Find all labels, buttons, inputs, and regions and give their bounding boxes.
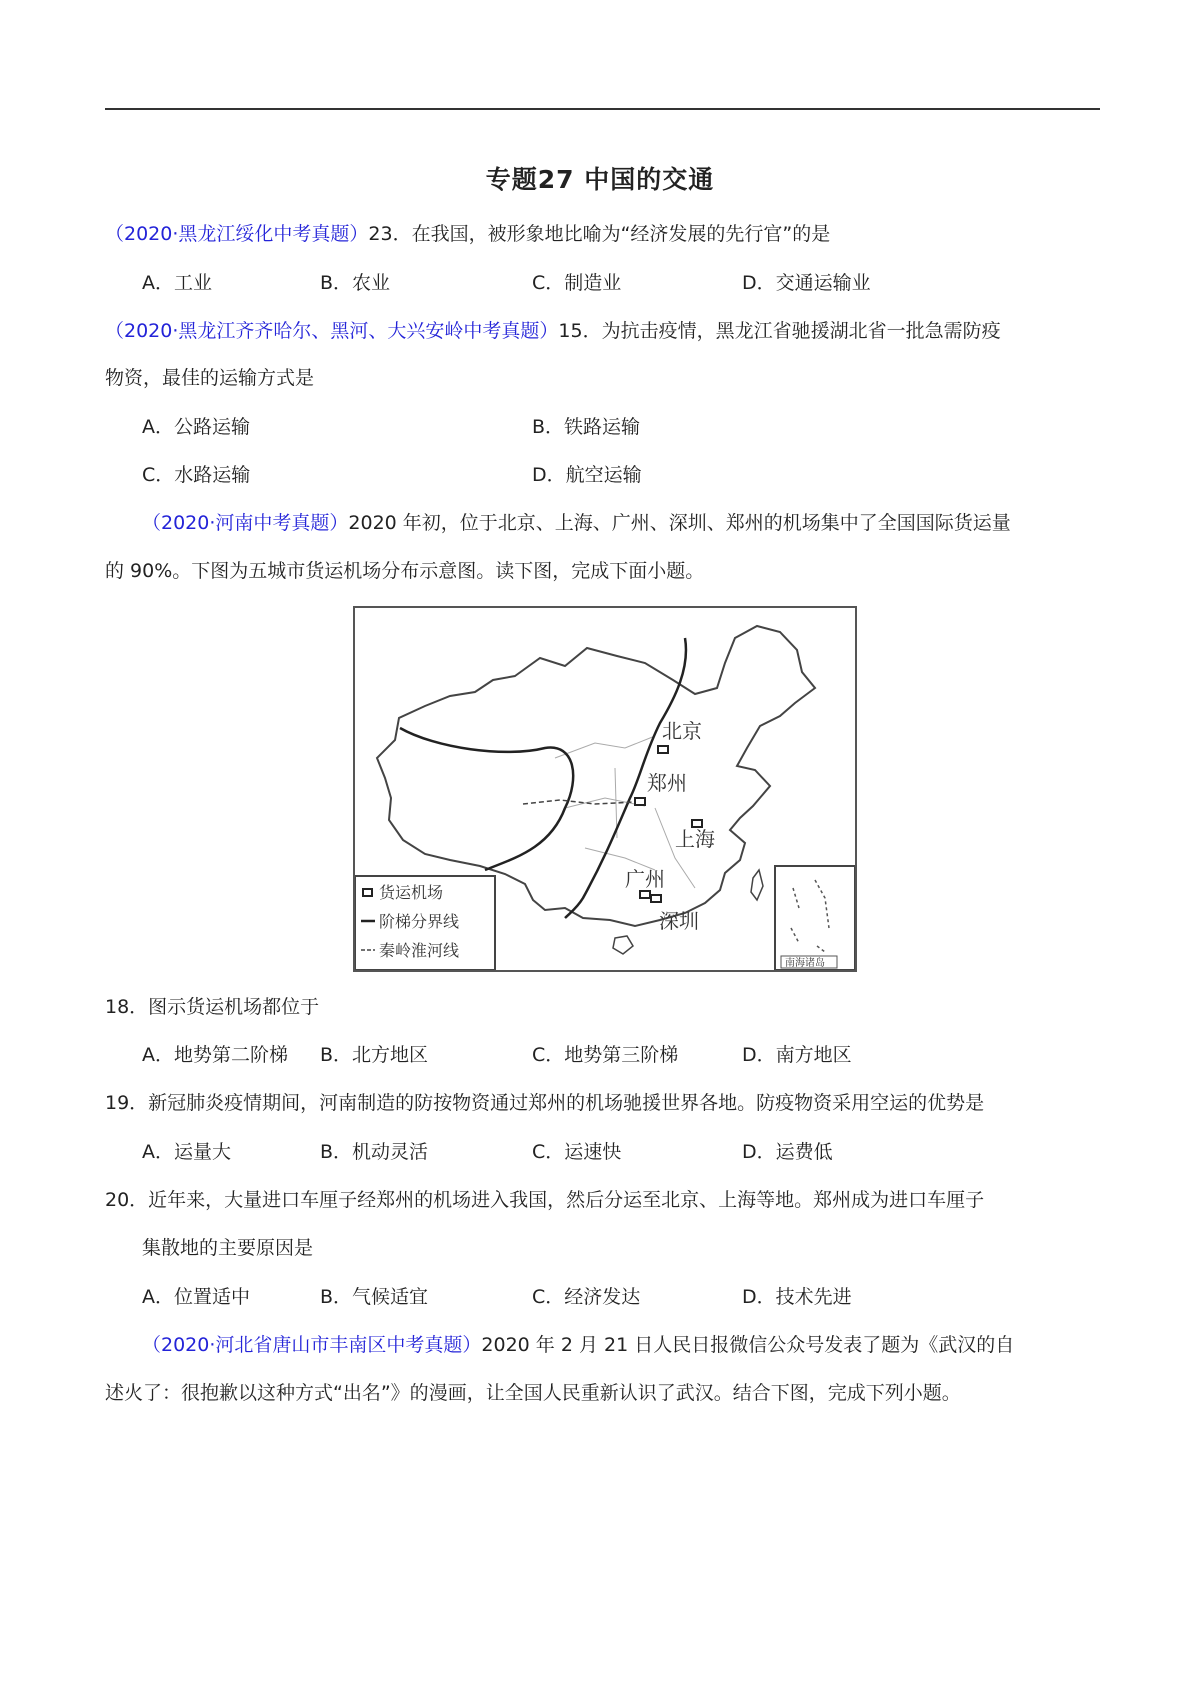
hebei-intro	[142, 1332, 1014, 1358]
question-15-line2: 物资，最佳的运输方式是	[105, 367, 315, 389]
inset-label: 南海诸岛	[785, 958, 825, 969]
hainan-island	[613, 936, 633, 954]
intro-text: 2020 年 2 月 21 日人民日报微信公众号发表了题为《武汉的自	[481, 1334, 1015, 1356]
option-a: A．公路运输	[142, 416, 250, 438]
step-boundary-line	[400, 728, 573, 870]
legend-qinling-line-label: 秦岭淮河线	[379, 941, 460, 960]
option-c: C．水路运输	[142, 464, 251, 486]
option-a: A．地势第二阶梯	[142, 1044, 288, 1066]
option-d: D．航空运输	[532, 464, 642, 486]
airport-map	[353, 606, 857, 972]
question-source: （2020·黑龙江齐齐哈尔、黑河、大兴安岭中考真题）	[105, 320, 559, 342]
city-label-shanghai: 上海	[675, 827, 715, 851]
airport-shanghai-marker	[692, 820, 702, 827]
question-stem: 23．在我国，被形象地比喻为“经济发展的先行官”的是	[368, 223, 831, 245]
question-19: 19．新冠肺炎疫情期间，河南制造的防按物资通过郑州的机场驰援世界各地。防疫物资采用空运的优势是	[105, 1092, 985, 1114]
question-15	[105, 318, 1001, 344]
city-label-shenzhen: 深圳	[659, 909, 699, 933]
airport-beijing-marker	[658, 746, 668, 753]
question-source: （2020·河南中考真题）	[142, 512, 349, 534]
city-label-zhengzhou: 郑州	[647, 771, 687, 795]
airport-guangzhou-marker	[640, 891, 650, 898]
hebei-intro-line2: 述火了：很抱歉以这种方式“出名”》的漫画，让全国人民重新认识了武汉。结合下图，完成下列小题。	[105, 1382, 961, 1404]
header-rule	[105, 108, 1100, 110]
intro-text: 2020 年初，位于北京、上海、广州、深圳、郑州的机场集中了全国国际货运量	[348, 512, 1011, 534]
city-label-guangzhou: 广州	[625, 867, 665, 891]
legend-airport-icon	[363, 889, 372, 896]
option-c: C．经济发达	[532, 1286, 641, 1308]
airport-zhengzhou-marker	[635, 798, 645, 805]
page-title: 专题27 中国的交通	[485, 165, 715, 194]
question-source: （2020·黑龙江绥化中考真题）	[105, 223, 369, 245]
option-c: C．制造业	[532, 272, 622, 294]
option-d: D．南方地区	[742, 1044, 852, 1066]
legend-step-line-label: 阶梯分界线	[379, 912, 460, 931]
option-d: D．技术先进	[742, 1286, 852, 1308]
question-20: 20．近年来，大量进口车厘子经郑州的机场进入我国，然后分运至北京、上海等地。郑州成为进口车厘子	[105, 1189, 985, 1211]
city-label-beijing: 北京	[662, 719, 702, 743]
henan-intro	[142, 510, 1011, 536]
option-a: A．运量大	[142, 1141, 231, 1163]
henan-intro-line2: 的 90%。下图为五城市货运机场分布示意图。读下图，完成下面小题。	[105, 560, 705, 582]
question-source: （2020·河北省唐山市丰南区中考真题）	[142, 1334, 482, 1356]
south-china-sea-inset	[775, 866, 855, 970]
option-a: A．位置适中	[142, 1286, 250, 1308]
question-20-line2: 集散地的主要原因是	[142, 1237, 314, 1259]
option-b: B．北方地区	[320, 1044, 429, 1066]
option-b: B．农业	[320, 272, 391, 294]
question-18: 18．图示货运机场都位于	[105, 996, 320, 1018]
option-b: B．机动灵活	[320, 1141, 429, 1163]
question-stem: 15．为抗击疫情，黑龙江省驰援湖北省一批急需防疫	[558, 320, 1001, 342]
option-d: D．交通运输业	[742, 272, 871, 294]
legend-airport-label: 货运机场	[379, 883, 444, 902]
option-a: A．工业	[142, 272, 212, 294]
taiwan-island	[751, 870, 763, 900]
china-map-figure	[355, 608, 855, 970]
airport-shenzhen-marker	[651, 895, 661, 902]
option-b: B．铁路运输	[532, 416, 641, 438]
option-c: C．地势第三阶梯	[532, 1044, 679, 1066]
option-d: D．运费低	[742, 1141, 833, 1163]
option-b: B．气候适宜	[320, 1286, 429, 1308]
option-c: C．运速快	[532, 1141, 622, 1163]
question-23	[105, 221, 830, 247]
